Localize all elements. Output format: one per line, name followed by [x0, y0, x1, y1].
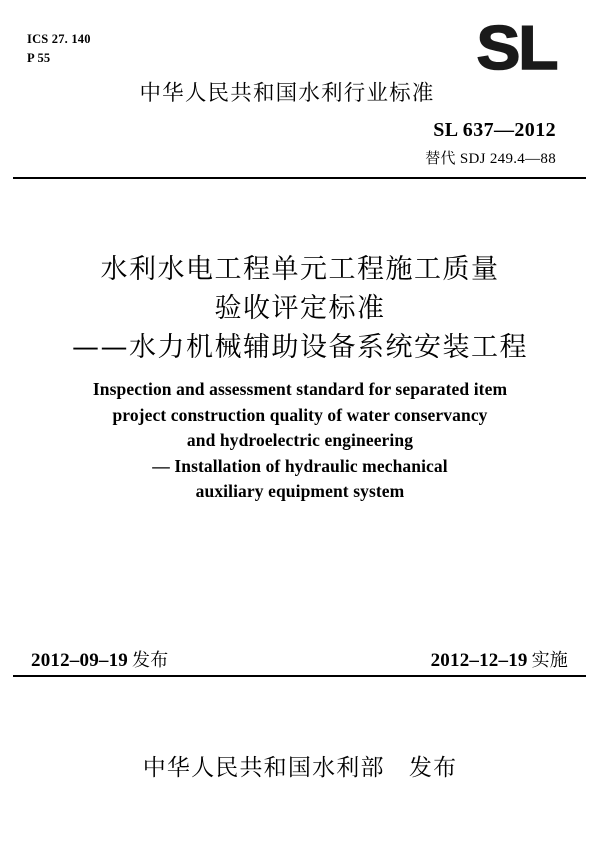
- classification-codes: [27, 30, 91, 68]
- english-title: [0, 377, 600, 505]
- effective-date-group: [431, 646, 586, 672]
- english-title-line-5: auxiliary equipment system: [195, 481, 405, 501]
- english-title-line-4: — Installation of hydraulic mechanical: [152, 455, 448, 476]
- ics-code: ICS 27. 140: [27, 32, 91, 46]
- english-title-line-1: Inspection and assessment standard for separated item: [92, 379, 508, 399]
- effective-date-label: 实施: [531, 650, 568, 671]
- effective-date: 2012–12–19: [430, 650, 528, 671]
- english-title-line-3: and hydroelectric engineering: [186, 430, 414, 450]
- issue-date-group: [13, 646, 168, 672]
- chinese-title-line-3: ——水力机械辅助设备系统安装工程: [72, 332, 528, 363]
- chinese-title-line-2: 验收评定标准: [214, 293, 386, 324]
- organization-line: 中华人民共和国水利行业标准: [139, 81, 435, 106]
- chinese-title: [0, 250, 600, 367]
- classification-code: P 55: [27, 51, 51, 65]
- header-divider-rule: [13, 177, 586, 179]
- english-title-line-2: project construction quality of water conservancy: [112, 404, 488, 425]
- date-row: [13, 646, 586, 672]
- issue-date-label: 发布: [132, 650, 169, 671]
- standard-number: SL 637—2012: [433, 119, 556, 141]
- sl-logo: SL: [476, 14, 556, 83]
- chinese-title-line-1: 水利水电工程单元工程施工质量: [100, 254, 500, 285]
- footer-divider-rule: [13, 675, 586, 677]
- replaced-standard: 替代 SDJ 249.4—88: [425, 151, 556, 167]
- issue-date: 2012–09–19: [31, 650, 128, 671]
- publisher-line: 中华人民共和国水利部 发布: [142, 755, 458, 781]
